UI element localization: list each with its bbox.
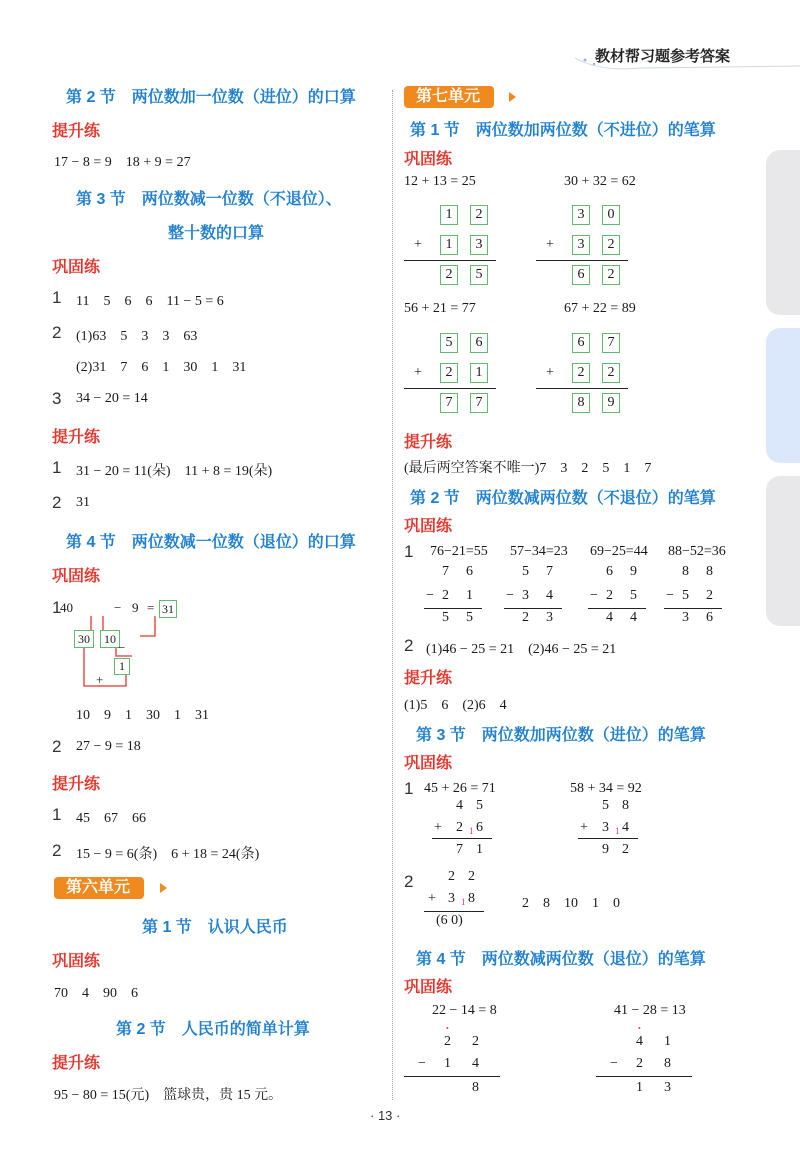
operator: + (414, 365, 422, 380)
digit: 2 (522, 610, 529, 625)
digit: 8 (682, 564, 689, 579)
digit: 4 (456, 798, 463, 813)
answer-line: 27 − 9 = 18 (76, 739, 141, 754)
digit-box: 2 (602, 265, 620, 285)
operator: − (666, 588, 674, 603)
answer-line: 15 − 9 = 6(条) 6 + 18 = 24(条) (76, 847, 260, 862)
question-number: 3 (52, 389, 62, 408)
exercise-label: 巩固练 (52, 259, 101, 276)
equation: 41 − 28 = 13 (614, 1003, 686, 1018)
vertical-calculation (404, 205, 496, 291)
operator: − (590, 588, 598, 603)
section-title: 整十数的口算 (168, 225, 265, 242)
diagram-subtrahend: 9 (132, 600, 139, 615)
answer-line: 10 9 1 30 1 31 (76, 708, 209, 723)
answer-line: (1)46 − 25 = 21 (2)46 − 25 = 21 (426, 642, 617, 657)
operator: + (546, 365, 554, 380)
operator: + (546, 237, 554, 252)
result-line (588, 608, 646, 609)
diagram-part-box: 30 (74, 630, 94, 648)
question-number: 1 (404, 542, 414, 561)
side-tab[interactable] (766, 150, 800, 315)
result-line (424, 608, 482, 609)
section-title: 第 4 节 两位数减一位数（退位）的口算 (66, 534, 356, 551)
digit: 9 (630, 564, 637, 579)
section-title: 第 2 节 两位数减两位数（不退位）的笔算 (410, 490, 716, 507)
digit: 7 (546, 564, 553, 579)
answer-line: (1)5 6 (2)6 4 (404, 698, 507, 713)
diagram-remainder-box: 1 (114, 658, 130, 675)
digit: 3 (448, 891, 455, 906)
question-number: 1 (52, 598, 62, 617)
digit: 2 (606, 588, 613, 603)
unit-arrow-icon (509, 92, 516, 102)
section-title: 第 1 节 两位数加两位数（不进位）的笔算 (410, 122, 716, 139)
sum-line (404, 388, 496, 389)
answer-line: (最后两空答案不唯一)7 3 2 5 1 7 (404, 461, 652, 476)
result-line (432, 838, 492, 839)
digit: 4 (622, 820, 629, 835)
digit: 3 (522, 588, 529, 603)
digit-box: 2 (602, 363, 620, 383)
digit-box: 2 (440, 363, 458, 383)
equation: 88−52=36 (668, 544, 726, 559)
question-number: 1 (52, 458, 62, 477)
digit: 5 (476, 798, 483, 813)
exercise-label: 提升练 (52, 776, 101, 793)
equation: 76−21=55 (430, 544, 488, 559)
digit: 8 (468, 891, 475, 906)
answer-line: 70 4 90 6 (54, 986, 138, 1001)
exercise-label: 提升练 (52, 123, 101, 140)
section-title: 第 3 节 两位数加两位数（进位）的笔算 (416, 727, 706, 744)
digit: 5 (602, 798, 609, 813)
digit: 8 (706, 564, 713, 579)
operator: + (580, 820, 588, 835)
answer-line: 31 (76, 495, 90, 510)
digit: 2 (444, 1034, 451, 1049)
digit: 6 (606, 564, 613, 579)
vertical-calculation (664, 564, 724, 626)
diagram-minus: − (114, 600, 122, 615)
exercise-label: 提升练 (404, 670, 453, 687)
equation: 58 + 34 = 92 (570, 781, 642, 796)
borrow-dot: • (446, 1024, 449, 1033)
vertical-calculation (424, 564, 484, 626)
digit: 1 (476, 842, 483, 857)
digit-box: 1 (440, 205, 458, 225)
exercise-label: 提升练 (52, 429, 101, 446)
answer-line: 11 5 6 6 11 − 5 = 6 (76, 294, 224, 309)
digit-box: 8 (572, 393, 590, 413)
unit-banner: 第七单元 (404, 86, 494, 108)
sum-line (404, 260, 496, 261)
digit-box: 5 (440, 333, 458, 353)
digit-box: 7 (602, 333, 620, 353)
result: (6 0) (436, 913, 463, 928)
digit: 6 (476, 820, 483, 835)
question-number: 2 (52, 841, 62, 860)
digit: 7 (442, 564, 449, 579)
column-divider (392, 90, 393, 1100)
sum-line (536, 388, 628, 389)
digit-box: 2 (572, 363, 590, 383)
digit: 4 (630, 610, 637, 625)
digit: 3 (682, 610, 689, 625)
section-title: 第 4 节 两位数减两位数（退位）的笔算 (416, 951, 706, 968)
digit-box: 2 (602, 235, 620, 255)
digit: 8 (622, 798, 629, 813)
digit: 4 (546, 588, 553, 603)
vertical-calculation (404, 333, 496, 419)
operator: − (610, 1056, 618, 1071)
digit: 5 (630, 588, 637, 603)
question-number: 1 (404, 779, 414, 798)
header-title: 教材帮习题参考答案 (595, 48, 731, 65)
digit: 3 (602, 820, 609, 835)
digit-box: 6 (470, 333, 488, 353)
carry-mark: 1 (461, 897, 466, 907)
vertical-calculation (428, 798, 492, 860)
result-line (504, 608, 562, 609)
question-number: 2 (404, 872, 414, 891)
section-title: 第 3 节 两位数减一位数（不退位）、 (76, 191, 342, 208)
digit: 5 (682, 588, 689, 603)
exercise-label: 巩固练 (52, 568, 101, 585)
answer-line: 95 − 80 = 15(元) 篮球贵，贵 15 元。 (54, 1088, 283, 1103)
digit: 2 (442, 588, 449, 603)
question-number: 2 (52, 737, 62, 756)
exercise-label: 巩固练 (404, 755, 453, 772)
digit: 5 (466, 610, 473, 625)
digit-box: 1 (470, 363, 488, 383)
page-number: · 13 · (370, 1108, 401, 1123)
equation: 67 + 22 = 89 (564, 301, 636, 316)
side-tab[interactable] (766, 476, 800, 626)
equation: 56 + 21 = 77 (404, 301, 476, 316)
digit: 2 (448, 869, 455, 884)
diagram-part-box: 10 (100, 630, 120, 648)
digit: 2 (636, 1056, 643, 1071)
digit: 2 (456, 820, 463, 835)
result-line (664, 608, 722, 609)
digit: 3 (546, 610, 553, 625)
digit: 2 (472, 1034, 479, 1049)
digit: 8 (664, 1056, 671, 1071)
digit: 8 (472, 1080, 479, 1095)
digit: 5 (522, 564, 529, 579)
question-number: 1 (52, 288, 62, 307)
digit-box: 7 (440, 393, 458, 413)
question-number: 1 (52, 805, 62, 824)
digit: 3 (664, 1080, 671, 1095)
exercise-label: 巩固练 (404, 979, 453, 996)
digit-box: 5 (470, 265, 488, 285)
question-number: 2 (52, 323, 62, 342)
digit: 7 (456, 842, 463, 857)
diagram-minuend: 40 (60, 600, 73, 615)
digit: 6 (706, 610, 713, 625)
equation: 45 + 26 = 71 (424, 781, 496, 796)
vertical-calculation (536, 205, 628, 291)
unit-banner: 第六单元 (54, 877, 144, 899)
answer-line: 34 − 20 = 14 (76, 391, 148, 406)
answer-line: (1)63 5 3 3 63 (76, 329, 198, 344)
diagram-equals: = (147, 600, 155, 615)
question-number: 2 (404, 636, 414, 655)
diagram-result-box: 31 (159, 600, 177, 618)
digit: 2 (706, 588, 713, 603)
digit: 6 (466, 564, 473, 579)
exercise-label: 巩固练 (52, 953, 101, 970)
answer-line: (2)31 7 6 1 30 1 31 (76, 360, 247, 375)
diagram-plus: + (96, 672, 104, 687)
result-line (578, 838, 638, 839)
exercise-label: 巩固练 (404, 518, 453, 535)
result-line (424, 911, 484, 912)
digit-box: 0 (602, 205, 620, 225)
borrow-dot: • (638, 1024, 641, 1033)
digit-box: 6 (572, 333, 590, 353)
side-tab-active[interactable] (766, 328, 800, 463)
answer-line: 45 67 66 (76, 811, 146, 826)
vertical-calculation (404, 1024, 500, 1098)
result-line (596, 1076, 692, 1077)
answer-line: 31 − 20 = 11(朵) 11 + 8 = 19(朵) (76, 464, 273, 479)
operator: − (506, 588, 514, 603)
answer-line: 2 8 10 1 0 (522, 896, 620, 911)
digit: 2 (468, 869, 475, 884)
vertical-calculation (588, 564, 648, 626)
equation: 30 + 32 = 62 (564, 174, 636, 189)
digit-box: 7 (470, 393, 488, 413)
digit: 9 (602, 842, 609, 857)
digit: 2 (622, 842, 629, 857)
sum-line (536, 260, 628, 261)
digit: 4 (606, 610, 613, 625)
operator: − (418, 1056, 426, 1071)
digit-box: 3 (572, 205, 590, 225)
digit: 4 (472, 1056, 479, 1071)
operator: + (434, 820, 442, 835)
answer-line: 17 − 8 = 9 18 + 9 = 27 (54, 155, 191, 170)
digit: 1 (664, 1034, 671, 1049)
question-number: 2 (52, 493, 62, 512)
digit-box: 3 (572, 235, 590, 255)
carry-mark: 1 (469, 826, 474, 836)
digit-box: 9 (602, 393, 620, 413)
equation: 22 − 14 = 8 (432, 1003, 497, 1018)
digit: 4 (636, 1034, 643, 1049)
vertical-calculation (504, 564, 564, 626)
equation: 69−25=44 (590, 544, 648, 559)
equation: 12 + 13 = 25 (404, 174, 476, 189)
digit-box: 1 (440, 235, 458, 255)
exercise-label: 提升练 (404, 434, 453, 451)
vertical-calculation (536, 333, 628, 419)
section-title: 第 2 节 人民币的简单计算 (116, 1021, 310, 1038)
digit-box: 2 (440, 265, 458, 285)
digit-box: 3 (470, 235, 488, 255)
result-line (404, 1076, 500, 1077)
operator: − (426, 588, 434, 603)
section-title: 第 1 节 认识人民币 (142, 919, 288, 936)
vertical-calculation (596, 1024, 692, 1098)
decomposition-diagram (60, 596, 200, 692)
operator: + (428, 891, 436, 906)
vertical-calculation (574, 798, 638, 860)
operator: + (414, 237, 422, 252)
vertical-calculation (424, 869, 488, 931)
diagram-sub-sign: − (118, 640, 126, 655)
digit-box: 6 (572, 265, 590, 285)
exercise-label: 提升练 (52, 1055, 101, 1072)
digit: 1 (444, 1056, 451, 1071)
digit-box: 2 (470, 205, 488, 225)
exercise-label: 巩固练 (404, 151, 453, 168)
carry-mark: 1 (615, 826, 620, 836)
digit: 1 (466, 588, 473, 603)
digit: 5 (442, 610, 449, 625)
unit-arrow-icon (160, 883, 167, 893)
digit: 1 (636, 1080, 643, 1095)
section-title: 第 2 节 两位数加一位数（进位）的口算 (66, 89, 356, 106)
equation: 57−34=23 (510, 544, 568, 559)
